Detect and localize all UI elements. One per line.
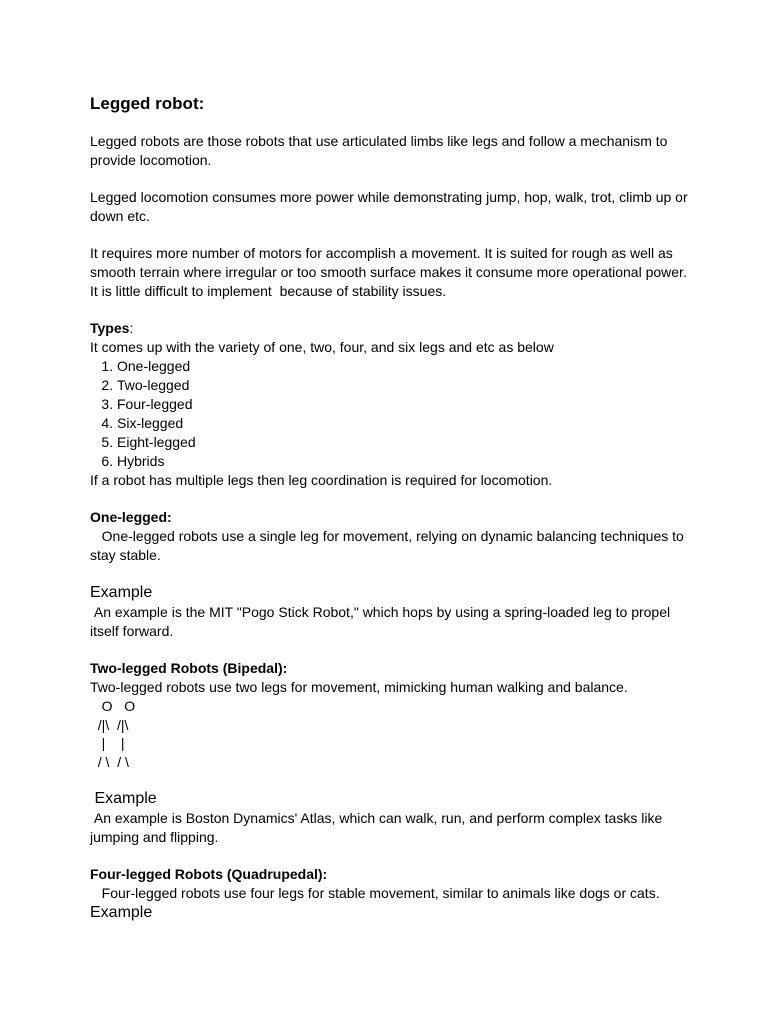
- one-legged-example-body: An example is the MIT "Pogo Stick Robot," which hops by using a spring-loaded leg to propel itself forward.: [90, 604, 675, 639]
- types-list: [90, 357, 690, 471]
- types-heading-line: [90, 319, 690, 338]
- types-heading-colon: :: [129, 320, 134, 336]
- types-list-item: 5. Eight-legged: [117, 433, 690, 452]
- types-list-item: 3. Four-legged: [117, 395, 690, 414]
- four-legged-example-heading: Example: [90, 904, 153, 921]
- types-heading: Types: [90, 320, 130, 336]
- two-legged-example-body: An example is Boston Dynamics' Atlas, which can walk, run, and perform complex tasks like jumping and flipping.: [90, 810, 667, 845]
- document-page: [90, 92, 690, 923]
- types-after: If a robot has multiple legs then leg coordination is required for locomotion.: [90, 472, 553, 488]
- two-legged-heading: Two-legged Robots (Bipedal):: [90, 660, 288, 676]
- intro-paragraph-1: Legged robots are those robots that use articulated limbs like legs and follow a mechanism to provide locomotion.: [90, 133, 672, 168]
- types-list-item: 2. Two-legged: [117, 376, 690, 395]
- types-list-item: 1. One-legged: [117, 357, 690, 376]
- four-legged-body: Four-legged robots use four legs for stable movement, similar to animals like dogs or cats.: [90, 885, 660, 901]
- intro-paragraph-3: It requires more number of motors for accomplish a movement. It is suited for rough as well as smooth terrain where irregular or too smooth surface makes it consume more operational power. It is little difficult to implement because of stability issues.: [90, 245, 691, 299]
- document-title: Legged robot:: [90, 94, 205, 113]
- one-legged-heading: One-legged:: [90, 509, 172, 525]
- bipedal-ascii-figure: O O /|\ /|\ | | / \ / \: [97, 698, 136, 770]
- intro-paragraph-2: Legged locomotion consumes more power while demonstrating jump, hop, walk, trot, climb up or down etc.: [90, 189, 692, 224]
- two-legged-example-heading: Example: [90, 790, 157, 807]
- one-legged-body: One-legged robots use a single leg for movement, relying on dynamic balancing techniques to stay stable.: [90, 528, 688, 563]
- two-legged-body: Two-legged robots use two legs for movement, mimicking human walking and balance.: [90, 679, 628, 695]
- types-list-item: 6. Hybrids: [117, 452, 690, 471]
- types-lead: It comes up with the variety of one, two, four, and six legs and etc as below: [90, 339, 554, 355]
- four-legged-heading: Four-legged Robots (Quadrupedal):: [90, 866, 328, 882]
- one-legged-example-heading: Example: [90, 584, 153, 601]
- types-list-item: 4. Six-legged: [117, 414, 690, 433]
